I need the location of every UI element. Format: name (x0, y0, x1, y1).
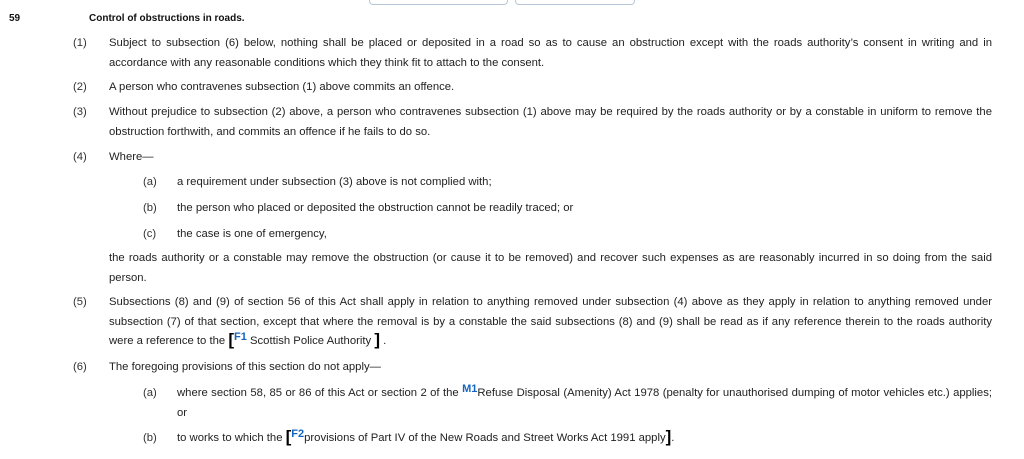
amendment-open-bracket: [ (285, 427, 292, 446)
footnote-ref-f1[interactable]: F1 (234, 331, 247, 343)
subsection-text: Where— (109, 151, 154, 163)
amended-text: provisions of Part IV of the New Roads and Street Works Act 1991 apply (304, 432, 666, 444)
paragraph-text-end: . (671, 432, 675, 444)
subsection-number: (1) (73, 37, 87, 49)
top-nav-button-left[interactable] (369, 0, 508, 5)
subsection-text: A person who contravenes subsection (1) above commits an offence. (109, 81, 455, 93)
subsection-text-start: Subsections (8) and (9) of section 56 of this Act shall apply in relation to anything removed under subsection (4) above as they apply in relation to anything removed under subsection (7) of that section, except that where the removal is by a constable the said subsections (8) and (9) shall be read as if any reference therein to the roads authority were a reference to the (109, 296, 992, 347)
paragraph-text: a requirement under subsection (3) above is not complied with; (177, 176, 492, 188)
amendment-close-bracket: ] (665, 427, 672, 446)
amendment-open-bracket: [ (228, 330, 234, 349)
paragraph-text: the person who placed or deposited the obstruction cannot be readily traced; or (177, 202, 574, 214)
footnote-ref-f2[interactable]: F2 (291, 428, 305, 440)
paragraph-text-start: to works to which the (177, 432, 283, 444)
section-title: Control of obstructions in roads. (89, 13, 245, 24)
subsection-number: (3) (73, 106, 87, 118)
paragraph-number: (a) (143, 176, 157, 188)
top-nav-button-right[interactable] (515, 0, 635, 5)
subsection-number: (6) (73, 361, 87, 373)
subsection-text-end: . (383, 335, 387, 347)
paragraph-text (177, 384, 992, 423)
subsection-text: Subject to subsection (6) below, nothing shall be placed or deposited in a road so as to cause an obstruction except with the roads authority’s consent in writing and in accordance with any reasonable conditions which they think fit to attach to the consent. (109, 37, 992, 69)
paragraph-text-start: where section 58, 85 or 86 of this Act or section 2 of the (177, 387, 459, 399)
paragraph-text-end: Refuse Disposal (Amenity) Act 1978 (penalty for unauthorised dumping of motor vehicles etc.) applies; or (177, 387, 993, 419)
subsection-text: The foregoing provisions of this section do not apply— (109, 361, 381, 373)
subsection-tail-text: the roads authority or a constable may remove the obstruction (or cause it to be removed) and recover such expenses as are reasonably incurred in so doing from the said person. (109, 252, 992, 284)
subsection-text (109, 293, 992, 352)
subsection-number: (2) (73, 81, 87, 93)
amended-text: Scottish Police Authority (249, 335, 372, 347)
paragraph-number: (a) (143, 387, 157, 399)
subsection-number: (5) (73, 296, 87, 308)
paragraph-number: (b) (143, 202, 157, 214)
subsection-text: Without prejudice to subsection (2) above, a person who contravenes subsection (1) above may be required by the roads authority or by a constable in uniform to remove the obstruction forthwith, and commits an offence if he fails to do so. (109, 106, 992, 138)
marginal-ref-m1[interactable]: M1 (462, 383, 478, 395)
paragraph-number: (b) (143, 432, 157, 444)
amendment-close-bracket: ] (374, 330, 380, 349)
paragraph-number: (c) (143, 228, 157, 240)
paragraph-text: the case is one of emergency, (177, 228, 327, 240)
paragraph-text (177, 429, 992, 449)
subsection-number: (4) (73, 151, 87, 163)
section-number: 59 (9, 13, 21, 24)
